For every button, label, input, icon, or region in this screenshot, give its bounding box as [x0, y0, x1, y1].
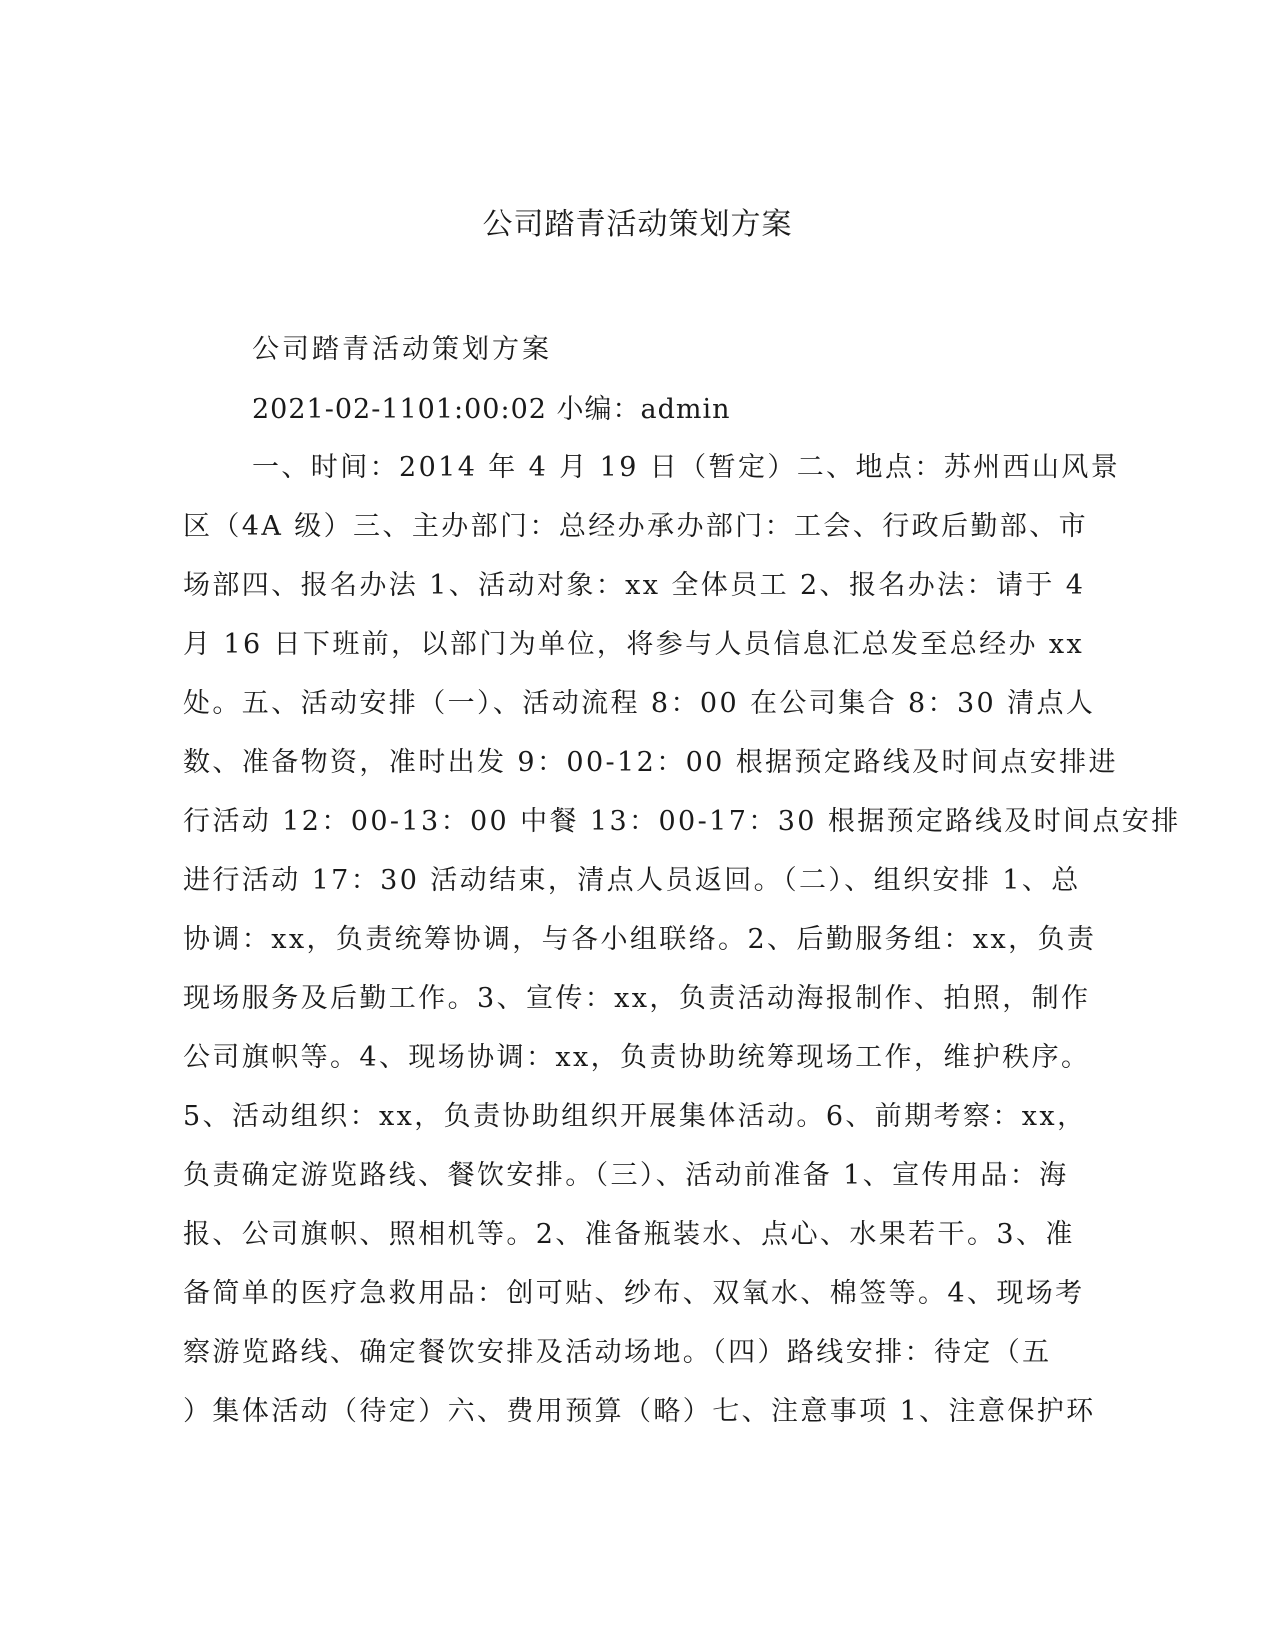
- body-line: 现场服务及后勤工作。3、宣传：xx，负责活动海报制作、拍照，制作: [183, 983, 1091, 1014]
- body-line: 区（4A 级）三、主办部门：总经办承办部门：工会、行政后勤部、市: [183, 511, 1089, 542]
- body-line: 公司旗帜等。4、现场协调：xx，负责协助统筹现场工作，维护秩序。: [183, 1042, 1091, 1073]
- document-meta-line: 2021-02-1101:00:02 小编：admin: [252, 394, 731, 425]
- body-line: 一、时间：2014 年 4 月 19 日（暂定）二、地点：苏州西山风景: [252, 452, 1121, 483]
- body-line: 场部四、报名办法 1、活动对象：xx 全体员工 2、报名办法：请于 4: [183, 570, 1086, 601]
- body-line: 处。五、活动安排（一）、活动流程 8：00 在公司集合 8：30 清点人: [183, 688, 1096, 719]
- body-line: ）集体活动（待定）六、费用预算（略）七、注意事项 1、注意保护环: [183, 1396, 1096, 1427]
- document-title: 公司踏青活动策划方案: [482, 207, 793, 242]
- body-line: 行活动 12：00-13：00 中餐 13：00-17：30 根据预定路线及时间点安排: [183, 806, 1181, 837]
- body-line: 进行活动 17：30 活动结束，清点人员返回。（二）、组织安排 1、总: [183, 865, 1081, 896]
- body-line: 5、活动组织：xx，负责协助组织开展集体活动。6、前期考察：xx，: [183, 1101, 1087, 1132]
- body-line: 报、公司旗帜、照相机等。2、准备瓶装水、点心、水果若干。3、准: [183, 1219, 1075, 1250]
- body-line: 月 16 日下班前，以部门为单位，将参与人员信息汇总发至总经办 xx: [183, 629, 1085, 660]
- body-line: 协调：xx，负责统筹协调，与各小组联络。2、后勤服务组：xx，负责: [183, 924, 1097, 955]
- body-line: 备简单的医疗急救用品：创可贴、纱布、双氧水、棉签等。4、现场考: [183, 1278, 1085, 1309]
- body-line: 负责确定游览路线、餐饮安排。（三）、活动前准备 1、宣传用品：海: [183, 1160, 1069, 1191]
- body-line: 察游览路线、确定餐饮安排及活动场地。（四）路线安排：待定（五: [183, 1337, 1052, 1368]
- document-subtitle: 公司踏青活动策划方案: [252, 334, 552, 365]
- document-body: [183, 448, 1181, 1451]
- body-line: 数、准备物资，准时出发 9：00-12：00 根据预定路线及时间点安排进: [183, 747, 1118, 778]
